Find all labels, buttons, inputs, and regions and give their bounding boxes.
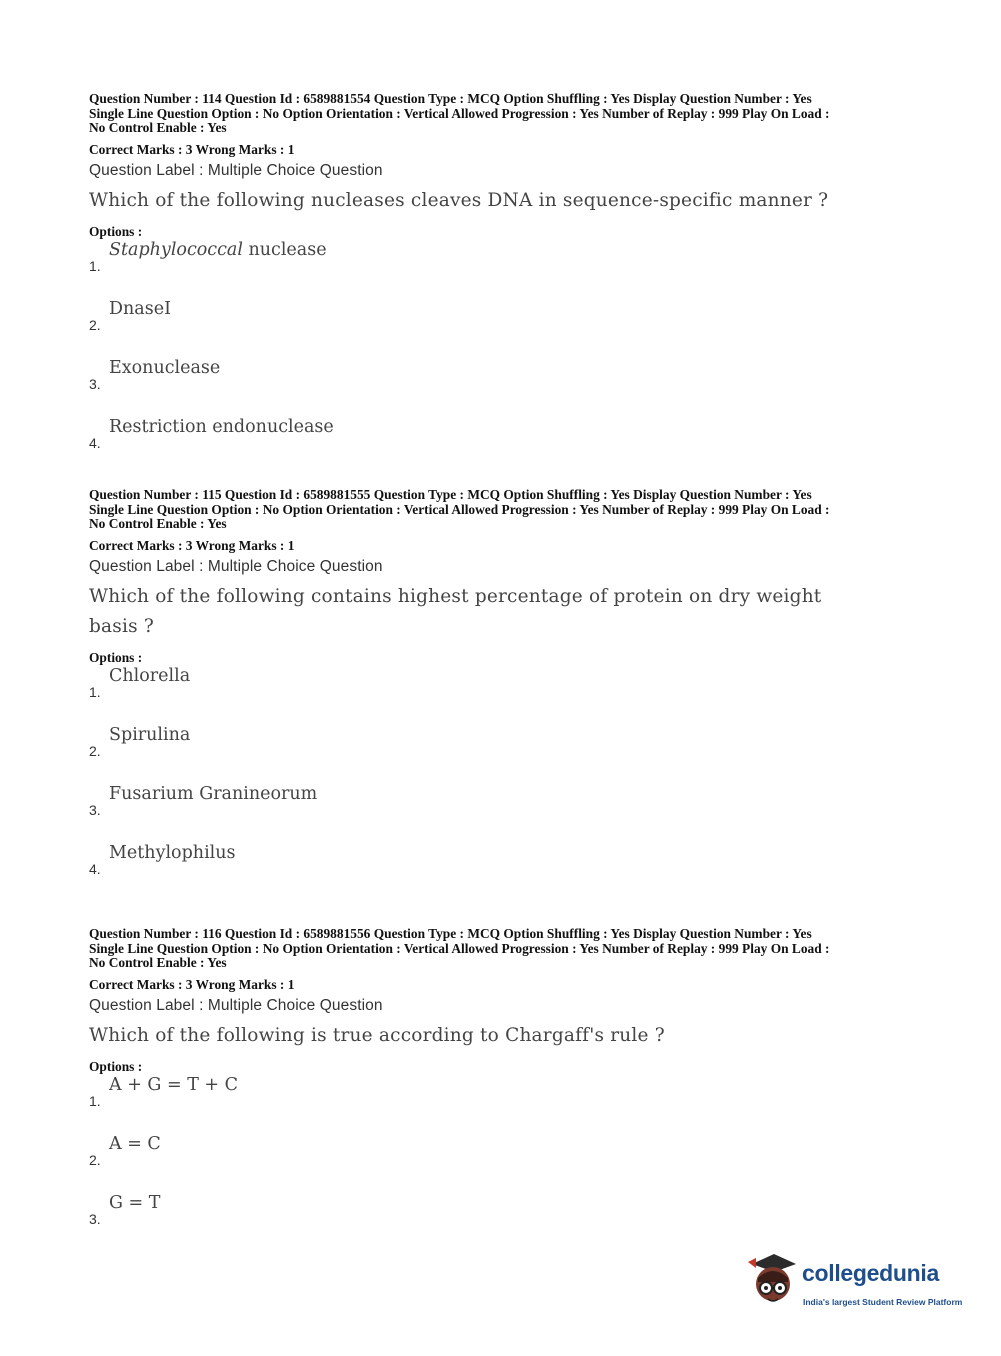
question-marks: Correct Marks : 3 Wrong Marks : 1 [89, 976, 295, 992]
option-4 [89, 417, 919, 476]
question-text: Which of the following nucleases cleaves DNA in sequence-specific manner ? [89, 189, 829, 211]
options-title: Options : [89, 223, 143, 239]
option-text: Staphylococcal nuclease [109, 239, 327, 260]
option-number: 2. [89, 1151, 101, 1168]
option-2 [89, 299, 919, 358]
option-number: 1. [89, 683, 101, 700]
brand-tagline: India's largest Student Review Platform [803, 1297, 963, 1307]
option-text: A + G = T + C [109, 1074, 239, 1095]
option-text: Chlorella [109, 665, 191, 686]
option-2 [89, 1134, 919, 1193]
option-1 [89, 666, 919, 725]
option-number: 2. [89, 742, 101, 759]
question-meta: Question Number : 115 Question Id : 6589881555 Question Type : MCQ Option Shuffling : Yes Display Question Number : Yes Single Line Question Option : No Option Orientation : Vertical Allowed Progression : Yes Number of Replay : 999 Play On Load : No Control Enable : Yes [89, 487, 830, 532]
option-text: Exonuclease [109, 357, 221, 378]
options-title: Options : [89, 1058, 143, 1074]
option-2 [89, 725, 919, 784]
option-text: DnaseI [109, 298, 171, 319]
question-marks: Correct Marks : 3 Wrong Marks : 1 [89, 141, 295, 157]
option-text: Methylophilus [109, 842, 236, 863]
option-text: Restriction endonuclease [109, 416, 334, 437]
option-3 [89, 784, 919, 843]
option-number: 3. [89, 375, 101, 392]
option-number: 4. [89, 434, 101, 451]
option-number: 3. [89, 801, 101, 818]
question-block-114 [89, 92, 919, 476]
question-label: Question Label : Multiple Choice Question [89, 996, 383, 1014]
question-label: Question Label : Multiple Choice Question [89, 557, 383, 575]
option-4 [89, 843, 919, 902]
options-title: Options : [89, 649, 143, 665]
question-text: Which of the following contains highest percentage of protein on dry weight basis ? [89, 585, 822, 637]
option-number: 4. [89, 860, 101, 877]
option-number: 1. [89, 257, 101, 274]
option-text: Fusarium Granineorum [109, 783, 318, 804]
question-text: Which of the following is true according to Chargaff's rule ? [89, 1024, 665, 1046]
question-meta: Question Number : 114 Question Id : 6589881554 Question Type : MCQ Option Shuffling : Yes Display Question Number : Yes Single Line Question Option : No Option Orientation : Vertical Allowed Progression : Yes Number of Replay : 999 Play On Load : No Control Enable : Yes [89, 91, 830, 136]
mascot-icon [742, 1250, 804, 1312]
option-1 [89, 1075, 919, 1134]
option-text: Spirulina [109, 724, 191, 745]
collegedunia-logo [742, 1250, 972, 1320]
question-block-115 [89, 488, 919, 902]
option-text: G = T [109, 1192, 161, 1213]
brand-name: collegedunia [802, 1260, 939, 1286]
option-3 [89, 358, 919, 417]
question-meta: Question Number : 116 Question Id : 6589881556 Question Type : MCQ Option Shuffling : Yes Display Question Number : Yes Single Line Question Option : No Option Orientation : Vertical Allowed Progression : Yes Number of Replay : 999 Play On Load : No Control Enable : Yes [89, 926, 830, 971]
option-number: 3. [89, 1210, 101, 1227]
option-text: A = C [109, 1133, 161, 1154]
question-block-116 [89, 927, 919, 1252]
option-number: 1. [89, 1092, 101, 1109]
option-1 [89, 240, 919, 299]
option-number: 2. [89, 316, 101, 333]
question-marks: Correct Marks : 3 Wrong Marks : 1 [89, 537, 295, 553]
question-label: Question Label : Multiple Choice Question [89, 161, 383, 179]
option-3 [89, 1193, 919, 1252]
